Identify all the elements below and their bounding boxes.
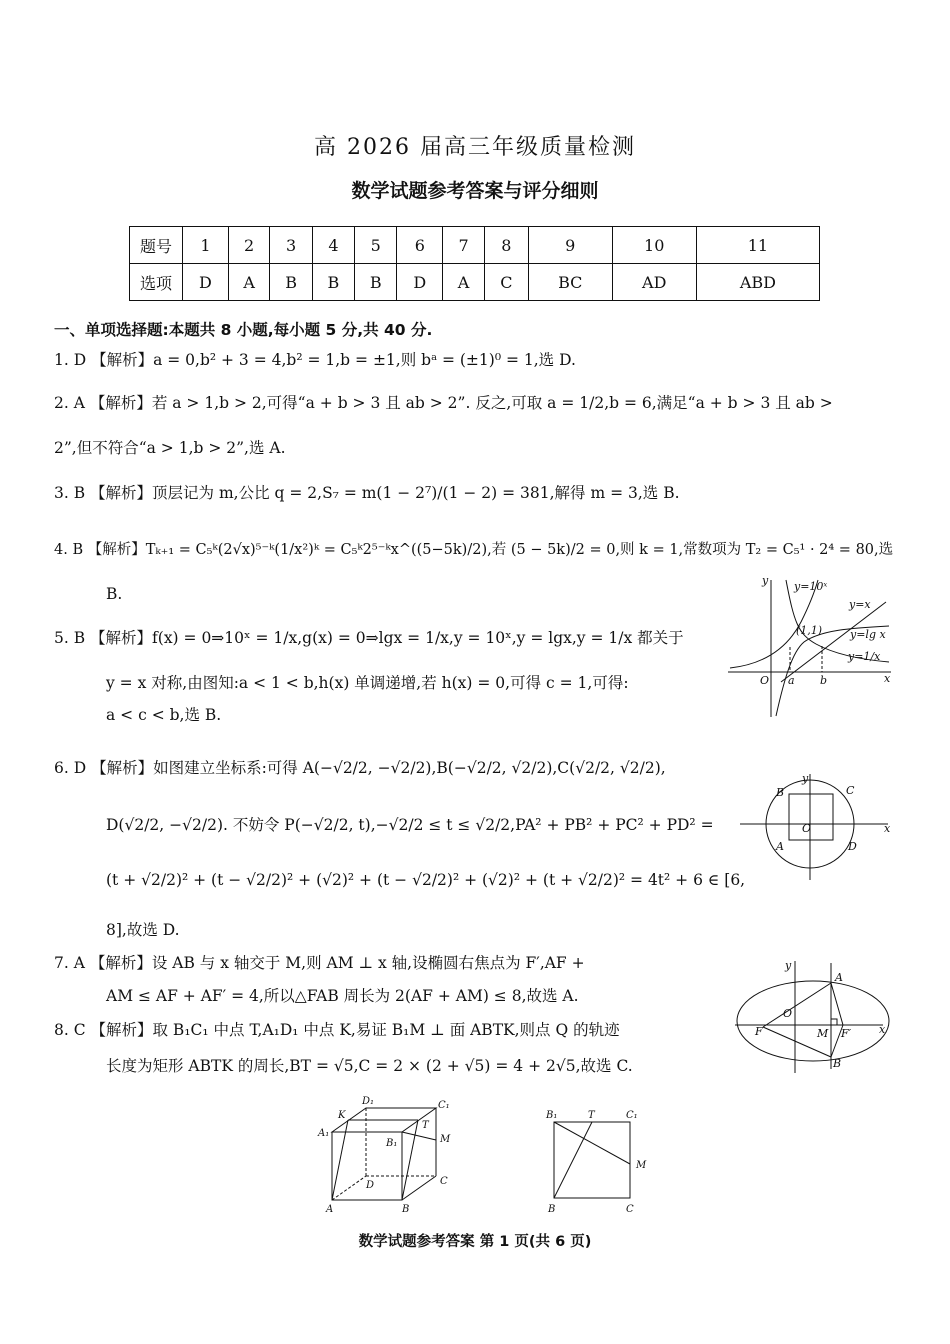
solution-line: a < c < b,选 B. xyxy=(106,706,222,724)
solution-line: 8. C 【解析】取 B₁C₁ 中点 T,A₁D₁ 中点 K,易证 B₁M ⊥ 面 ABTK,则点 Q 的轨迹 xyxy=(54,1021,620,1039)
table-cell: 3 xyxy=(270,227,312,264)
table-header-cell: 题号 xyxy=(130,227,183,264)
segment-B1M xyxy=(554,1122,630,1164)
table-cell: AD xyxy=(612,264,696,301)
table-cell: BC xyxy=(528,264,612,301)
label-C1: C₁ xyxy=(438,1100,450,1111)
segment-FA xyxy=(763,983,831,1027)
table-cell: A xyxy=(443,264,485,301)
label-1-over-x: y=1/x xyxy=(848,650,881,663)
label-origin: O xyxy=(760,674,770,687)
label-C: C xyxy=(440,1176,448,1187)
solution-line: 2”,但不符合“a > 1,b > 2”,选 A. xyxy=(54,439,286,457)
label-lgx: y=lg x xyxy=(850,628,886,641)
table-cell: B xyxy=(270,264,312,301)
label-B1: B₁ xyxy=(546,1110,558,1121)
label-B1: B₁ xyxy=(386,1138,398,1149)
label-y-axis: y xyxy=(802,772,809,785)
table-cell: A xyxy=(228,264,270,301)
label-a: a xyxy=(788,674,795,687)
label-y-axis: y xyxy=(762,574,769,587)
solution-line: y = x 对称,由图知:a < 1 < b,h(x) 单调递增,若 h(x) = 0,可得 c = 1,可得: xyxy=(106,674,629,692)
solution-line: B. xyxy=(106,585,123,603)
q5-graph-figure xyxy=(726,572,896,720)
label-A: A xyxy=(776,840,784,853)
answer-table xyxy=(129,226,820,301)
segment-B1M xyxy=(402,1132,436,1140)
segment-BT xyxy=(402,1120,418,1200)
table-header-cell: 选项 xyxy=(130,264,183,301)
square-face xyxy=(554,1122,630,1198)
label-B: B xyxy=(548,1204,556,1215)
document-subtitle: 数学试题参考答案与评分细则 xyxy=(351,180,599,202)
table-row xyxy=(130,227,820,264)
table-cell: B xyxy=(355,264,397,301)
label-A: A xyxy=(326,1204,334,1215)
label-origin: O xyxy=(802,822,812,835)
solution-line: 2. A 【解析】若 a > 1,b > 2,可得“a + b > 3 且 ab > 2”. 反之,可取 a = 1/2,b = 6,满足“a + b > 3 且 ab > xyxy=(54,394,833,412)
label-point: (1,1) xyxy=(796,624,823,637)
label-B: B xyxy=(833,1057,842,1070)
solution-line: D(√2/2, −√2/2). 不妨令 P(−√2/2, t),−√2/2 ≤ t ≤ √2/2,PA² + PB² + PC² + PD² = xyxy=(106,816,714,834)
table-cell: 4 xyxy=(312,227,354,264)
label-B: B xyxy=(402,1204,410,1215)
label-x-axis: x xyxy=(884,822,891,835)
label-M: M xyxy=(817,1027,829,1040)
section-heading: 一、单项选择题:本题共 8 小题,每小题 5 分,共 40 分. xyxy=(54,321,433,339)
label-T: T xyxy=(588,1110,595,1121)
label-x-axis: x xyxy=(879,1023,886,1036)
label-C: C xyxy=(846,784,855,797)
table-cell: 5 xyxy=(355,227,397,264)
table-cell: D xyxy=(183,264,229,301)
solution-line: 4. B 【解析】Tₖ₊₁ = C₅ᵏ(2√x)⁵⁻ᵏ(1/x²)ᵏ = C₅ᵏ2⁵⁻ᵏx^((5−5k)/2),若 (5 − 5k)/2 = 0,则 k = 1,常数项为 T₂ = C₅¹ · 2⁴ = 80,选 xyxy=(54,542,894,558)
label-D: D xyxy=(848,840,857,853)
label-F-prime: F′ xyxy=(841,1027,852,1040)
label-D1: D₁ xyxy=(362,1096,375,1107)
label-K: K xyxy=(338,1110,346,1121)
line-y-equals-x xyxy=(781,602,886,682)
label-C: C xyxy=(626,1204,634,1215)
label-x-axis: x xyxy=(884,672,891,685)
table-cell: 8 xyxy=(484,227,528,264)
table-cell: 6 xyxy=(397,227,443,264)
q7-ellipse-figure xyxy=(733,955,898,1075)
table-cell: 2 xyxy=(228,227,270,264)
label-b: b xyxy=(820,674,828,687)
solution-line: 长度为矩形 ABTK 的周长,BT = √5,C = 2 × (2 + √5) = 4 + 2√5,故选 C. xyxy=(106,1057,633,1075)
solution-line: 7. A 【解析】设 AB 与 x 轴交于 M,则 AM ⊥ x 轴,设椭圆右焦点为 F′,AF + xyxy=(54,954,585,972)
q8-cube-figure xyxy=(310,1088,460,1220)
label-D: D xyxy=(366,1180,375,1191)
solution-line: 3. B 【解析】顶层记为 m,公比 q = 2,S₇ = m(1 − 2⁷)/(1 − 2) = 381,解得 m = 3,选 B. xyxy=(54,484,680,502)
table-cell: D xyxy=(397,264,443,301)
label-B: B xyxy=(776,786,785,799)
label-M: M xyxy=(440,1134,451,1145)
table-cell: 10 xyxy=(612,227,696,264)
table-cell: B xyxy=(312,264,354,301)
label-M: M xyxy=(636,1160,647,1171)
label-A: A xyxy=(835,971,843,984)
label-T: T xyxy=(422,1120,429,1131)
hidden-edge-AD xyxy=(332,1176,366,1200)
solution-line: (t + √2/2)² + (t − √2/2)² + (√2)² + (t − √2/2)² + (√2)² + (t + √2/2)² = 4t² + 6 ∈ [6, xyxy=(106,871,746,889)
label-C1: C₁ xyxy=(626,1110,638,1121)
table-row xyxy=(130,264,820,301)
label-10x: y=10ˣ xyxy=(794,580,828,593)
label-F: F xyxy=(755,1025,763,1038)
table-cell: 11 xyxy=(696,227,819,264)
q8-square-figure xyxy=(540,1104,660,1220)
segment-BT xyxy=(554,1122,592,1198)
label-y-x: y=x xyxy=(849,598,871,611)
label-A1: A₁ xyxy=(318,1128,330,1139)
table-cell: 1 xyxy=(183,227,229,264)
label-y-axis: y xyxy=(785,959,792,972)
solution-line: 8],故选 D. xyxy=(106,921,180,939)
edge-BC xyxy=(402,1176,436,1200)
table-cell: 9 xyxy=(528,227,612,264)
solution-line: 6. D 【解析】如图建立坐标系:可得 A(−√2/2, −√2/2),B(−√2/2, √2/2),C(√2/2, √2/2), xyxy=(54,759,666,777)
solution-line: 5. B 【解析】f(x) = 0⇒10ˣ = 1/x,g(x) = 0⇒lgx = 1/x,y = 10ˣ,y = lgx,y = 1/x 都关于 xyxy=(54,629,684,647)
solution-line: AM ≤ AF + AF′ = 4,所以△FAB 周长为 2(AF + AM) ≤ 8,故选 A. xyxy=(106,987,579,1005)
exam-title: 高 2026 届高三年级质量检测 xyxy=(314,135,636,160)
page-footer: 数学试题参考答案 第 1 页(共 6 页) xyxy=(358,1234,592,1250)
label-origin: O xyxy=(783,1007,793,1020)
q6-circle-figure xyxy=(738,770,898,882)
right-angle-mark xyxy=(831,1019,837,1025)
solution-line: 1. D 【解析】a = 0,b² + 3 = 4,b² = 1,b = ±1,则 bᵃ = (±1)⁰ = 1,选 D. xyxy=(54,351,576,369)
table-cell: 7 xyxy=(443,227,485,264)
table-cell: C xyxy=(484,264,528,301)
table-cell: ABD xyxy=(696,264,819,301)
